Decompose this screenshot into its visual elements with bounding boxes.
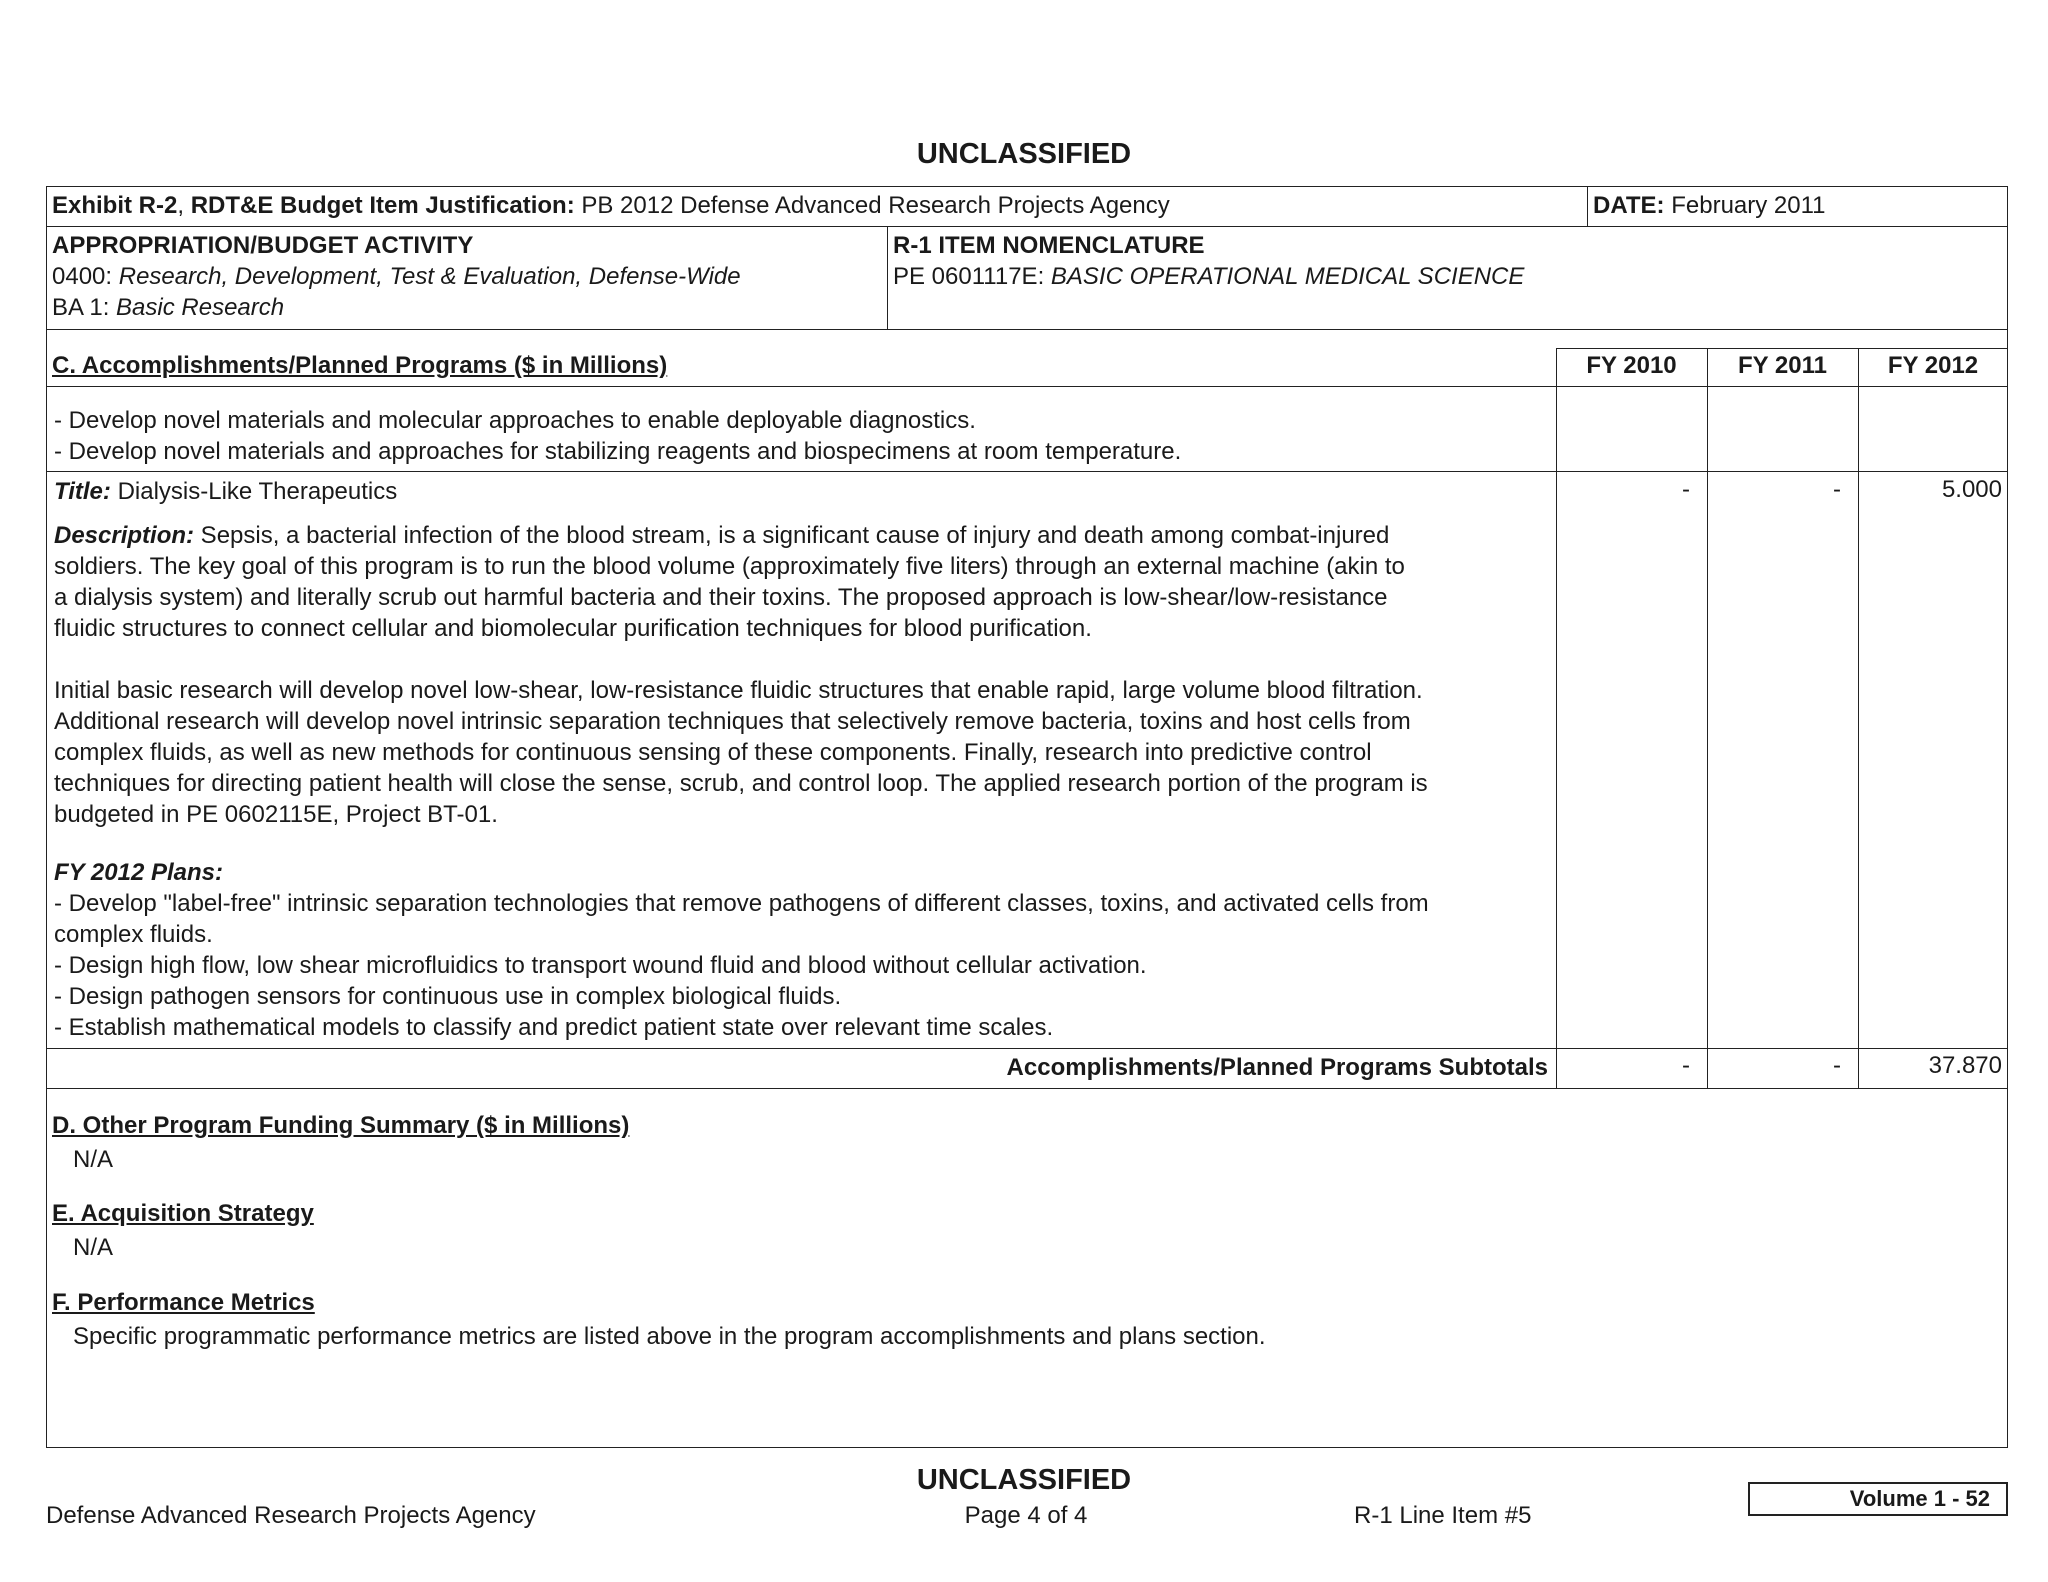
footer-page: Page 4 of 4	[964, 1502, 1088, 1529]
divider	[46, 1088, 2008, 1089]
appropriation-code: 0400:	[52, 263, 119, 290]
divider	[1707, 348, 1708, 1088]
paragraph-line: complex fluids, as well as new methods for continuous sensing of these components. Finally, research into predictive control	[54, 739, 1372, 766]
col-fy2010: FY 2010	[1586, 352, 1677, 379]
section-e-text: N/A	[73, 1234, 114, 1261]
divider	[46, 471, 2008, 472]
section-d-heading: D. Other Program Funding Summary ($ in Millions)	[52, 1112, 630, 1139]
subtotal-fy2010: -	[1682, 1052, 1690, 1079]
plan-item: - Develop "label-free" intrinsic separation technologies that remove pathogens of different classes, toxins, and activated cells from	[54, 890, 1429, 917]
title-text: Dialysis-Like Therapeutics	[110, 478, 398, 505]
appropriation-label: APPROPRIATION/BUDGET ACTIVITY	[52, 232, 474, 259]
value-fy2011: -	[1833, 476, 1841, 503]
col-fy2011: FY 2011	[1738, 352, 1827, 379]
section-f-heading: F. Performance Metrics	[52, 1289, 315, 1316]
appropriation-block	[52, 230, 741, 323]
value-fy2012: 5.000	[1941, 476, 2002, 503]
date-field	[1593, 190, 1826, 221]
appropriation-name: Research, Development, Test & Evaluation, Defense-Wide	[118, 263, 741, 290]
fy2012-plans	[54, 857, 1429, 1043]
carryover-line-1: - Develop novel materials and molecular approaches to enable deployable diagnostics.	[54, 407, 976, 434]
justification-label: RDT&E Budget Item Justification:	[190, 192, 575, 219]
plans-label: FY 2012 Plans:	[54, 859, 223, 886]
exhibit-sep: ,	[177, 192, 191, 219]
subtotal-fy2011: -	[1833, 1052, 1841, 1079]
divider	[46, 1048, 2008, 1049]
r1-block	[893, 230, 1524, 292]
plan-item: complex fluids.	[54, 921, 213, 948]
divider	[46, 226, 2008, 227]
description-line: fluidic structures to connect cellular and biomolecular purification techniques for blood purification.	[54, 615, 1092, 642]
plan-item: - Establish mathematical models to classify and predict patient state over relevant time scales.	[54, 1014, 1054, 1041]
volume-label: Volume 1 - 52	[1849, 1486, 1990, 1511]
paragraph-line: Additional research will develop novel intrinsic separation techniques that selectively remove bacteria, toxins and host cells from	[54, 708, 1411, 735]
r1-name: BASIC OPERATIONAL MEDICAL SCIENCE	[1050, 263, 1525, 290]
section-d-text: N/A	[73, 1146, 114, 1173]
paragraph-line: Initial basic research will develop novel low-shear, low-resistance fluidic structures that enable rapid, large volume blood filtration.	[54, 677, 1423, 704]
volume-box	[1748, 1482, 2008, 1516]
description-label: Description:	[54, 522, 195, 549]
paragraph-line: techniques for directing patient health will close the sense, scrub, and control loop. The applied research portion of the program is	[54, 770, 1428, 797]
divider	[887, 226, 888, 329]
value-fy2010: -	[1682, 476, 1690, 503]
description-line: a dialysis system) and literally scrub out harmful bacteria and their toxins. The proposed approach is low-shear/low-resistance	[54, 584, 1388, 611]
divider	[1556, 348, 2008, 349]
exhibit-label: Exhibit R-2	[52, 192, 178, 219]
footer-agency: Defense Advanced Research Projects Agency	[46, 1502, 536, 1529]
divider	[1587, 186, 1588, 226]
section-e-heading: E. Acquisition Strategy	[52, 1200, 314, 1227]
divider	[46, 386, 2008, 387]
justification-text: PB 2012 Defense Advanced Research Projects Agency	[574, 192, 1170, 219]
ba-code: BA 1:	[52, 294, 117, 321]
r1-code: PE 0601117E:	[893, 263, 1051, 290]
footer-line-item: R-1 Line Item #5	[1354, 1502, 1532, 1529]
divider	[1556, 348, 1557, 1088]
program-title	[54, 476, 397, 507]
col-fy2012: FY 2012	[1887, 352, 1979, 379]
exhibit-title	[52, 190, 1170, 221]
classification-bottom: UNCLASSIFIED	[916, 1464, 1132, 1496]
research-paragraph	[54, 675, 1428, 830]
divider	[1858, 348, 1859, 1088]
ba-name: Basic Research	[116, 294, 285, 321]
title-label: Title:	[54, 478, 111, 505]
description-line: Sepsis, a bacterial infection of the blood stream, is a significant cause of injury and death among combat-injured	[194, 522, 1390, 549]
subtotal-fy2012: 37.870	[1928, 1052, 2002, 1079]
description-line: soldiers. The key goal of this program is to run the blood volume (approximately five liters) through an external machine (akin to	[54, 553, 1405, 580]
description	[54, 520, 1405, 644]
paragraph-line: budgeted in PE 0602115E, Project BT-01.	[54, 801, 498, 828]
subtotal-label: Accomplishments/Planned Programs Subtotals	[1006, 1054, 1548, 1081]
section-c-heading: C. Accomplishments/Planned Programs ($ in Millions)	[52, 352, 668, 379]
date-value: February 2011	[1664, 192, 1826, 219]
plan-item: - Design pathogen sensors for continuous use in complex biological fluids.	[54, 983, 842, 1010]
plan-item: - Design high flow, low shear microfluidics to transport wound fluid and blood without cellular activation.	[54, 952, 1147, 979]
date-label: DATE:	[1593, 192, 1665, 219]
r1-label: R-1 ITEM NOMENCLATURE	[893, 232, 1205, 259]
classification-top: UNCLASSIFIED	[916, 138, 1132, 170]
section-f-text: Specific programmatic performance metrics are listed above in the program accomplishments and plans section.	[73, 1323, 1266, 1350]
divider	[46, 329, 2008, 330]
carryover-line-2: - Develop novel materials and approaches for stabilizing reagents and biospecimens at room temperature.	[54, 438, 1182, 465]
